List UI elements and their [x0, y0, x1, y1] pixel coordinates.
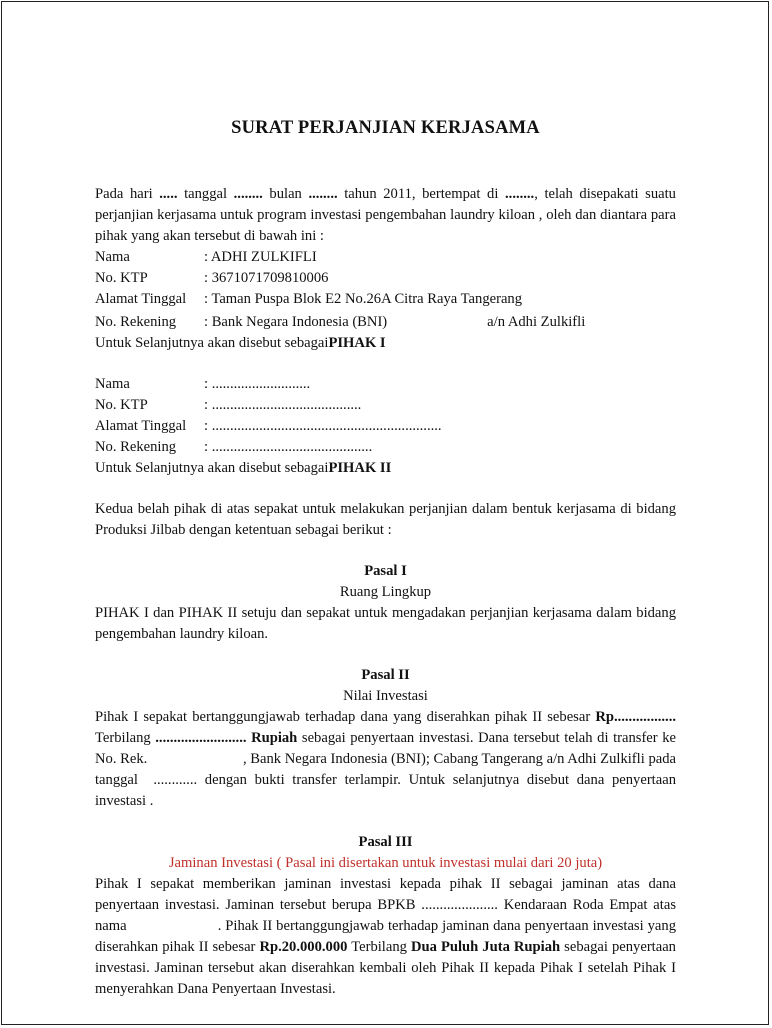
party1-row-rekening [95, 312, 676, 333]
party2-details [95, 374, 676, 479]
pasal-body: Pihak I sepakat bertanggungjawab terhadap dana yang diserahkan pihak II sebesar Rp................. Terbilang ......................... Rupiah sebagai penyertaan investasi. Dana tersebut telah di transfer ke No. Rek. , Bank Negara Indonesia (BNI); Cabang Tangerang a/n Adhi Zulkifli pada tanggal ............ dengan bukti transfer terlampir. Untuk selanjutnya disebut dana penyertaan investasi . [95, 709, 680, 809]
document-body [95, 118, 680, 1000]
field-label: Alamat Tinggal [95, 418, 187, 434]
document-title: SURAT PERJANJIAN KERJASAMA [231, 118, 540, 138]
pasal-1 [95, 561, 676, 645]
field-label: Nama [95, 249, 130, 265]
pasal-subheading: Nilai Investasi [343, 688, 428, 704]
field-value: : ............................................................... [204, 418, 442, 434]
field-value: : 3671071709810006 [204, 270, 329, 286]
field-value: : ............................................ [204, 439, 373, 455]
pasal-2 [95, 665, 680, 812]
party1-label: PIHAK I [328, 335, 386, 351]
account-holder: a/n Adhi Zulkifli [487, 314, 586, 330]
party1-row-alamat [95, 289, 676, 310]
field-value: : ADHI ZULKIFLI [204, 249, 317, 265]
party1-row-ktp [95, 268, 676, 289]
field-label: No. KTP [95, 397, 148, 413]
pasal-body: Pihak I sepakat memberikan jaminan investasi kepada pihak II sebagai jaminan atas dana penyertaan investasi. Jaminan tersebut berupa BPKB ..................... Kendaraan Roda Empat atas nama . Pihak II bertanggungjawab terhadap jaminan dana penyertaan investasi yang diserahkan pihak II sebesar Rp.20.000.000 Terbilang Dua Puluh Juta Rupiah sebagai penyertaan investasi. Jaminan tersebut akan diserahkan kembali oleh Pihak II kepada Pihak I setelah Pihak I menyerahkan Dana Penyertaan Investasi. [95, 876, 680, 997]
field-label: No. Rekening [95, 439, 177, 455]
pasal-3 [95, 832, 680, 1000]
pasal-subheading: Ruang Lingkup [339, 584, 432, 600]
pasal-heading: Pasal I [364, 563, 407, 579]
field-label: No. Rekening [95, 314, 177, 330]
intro-paragraph: Pada hari ..... tanggal ........ bulan ........ tahun 2011, bertempat di ........, telah disepakati suatu perjanjian kerjasama untuk program investasi pengembahan laundry kiloan , oleh dan diantara para pihak yang akan tersebut di bawah ini : [95, 186, 676, 244]
party1-row-nama [95, 247, 676, 268]
pasal-body: PIHAK I dan PIHAK II setuju dan sepakat untuk mengadakan perjanjian kerjasama dalam bidang pengembahan laundry kiloan. [95, 605, 676, 642]
agreement-paragraph: Kedua belah pihak di atas sepakat untuk melakukan perjanjian dalam bentuk kerjasama di bidang Produksi Jilbab dengan ketentuan sebagai berikut : [95, 501, 676, 538]
field-value: : ........................... [204, 376, 311, 392]
party2-row-alamat [95, 416, 676, 437]
field-value: : Bank Negara Indonesia (BNI) [204, 314, 388, 330]
field-label: Nama [95, 376, 130, 392]
pasal-heading: Pasal III [358, 834, 413, 850]
party1-closing: Untuk Selanjutnya akan disebut sebagai PIHAK I [95, 333, 676, 354]
party2-closing: Untuk Selanjutnya akan disebut sebagai PIHAK II [95, 458, 676, 479]
pasal-subheading-note: Jaminan Investasi ( Pasal ini disertakan untuk investasi mulai dari 20 juta) [168, 855, 603, 871]
party2-label: PIHAK II [328, 460, 392, 476]
party2-row-rekening [95, 437, 676, 458]
party2-row-ktp [95, 395, 676, 416]
party2-row-nama [95, 374, 676, 395]
field-label: No. KTP [95, 270, 148, 286]
field-label: Alamat Tinggal [95, 291, 187, 307]
field-value: : ......................................... [204, 397, 362, 413]
party1-details [95, 247, 676, 354]
pasal-heading: Pasal II [361, 667, 410, 683]
field-value: : Taman Puspa Blok E2 No.26A Citra Raya Tangerang [204, 291, 523, 307]
